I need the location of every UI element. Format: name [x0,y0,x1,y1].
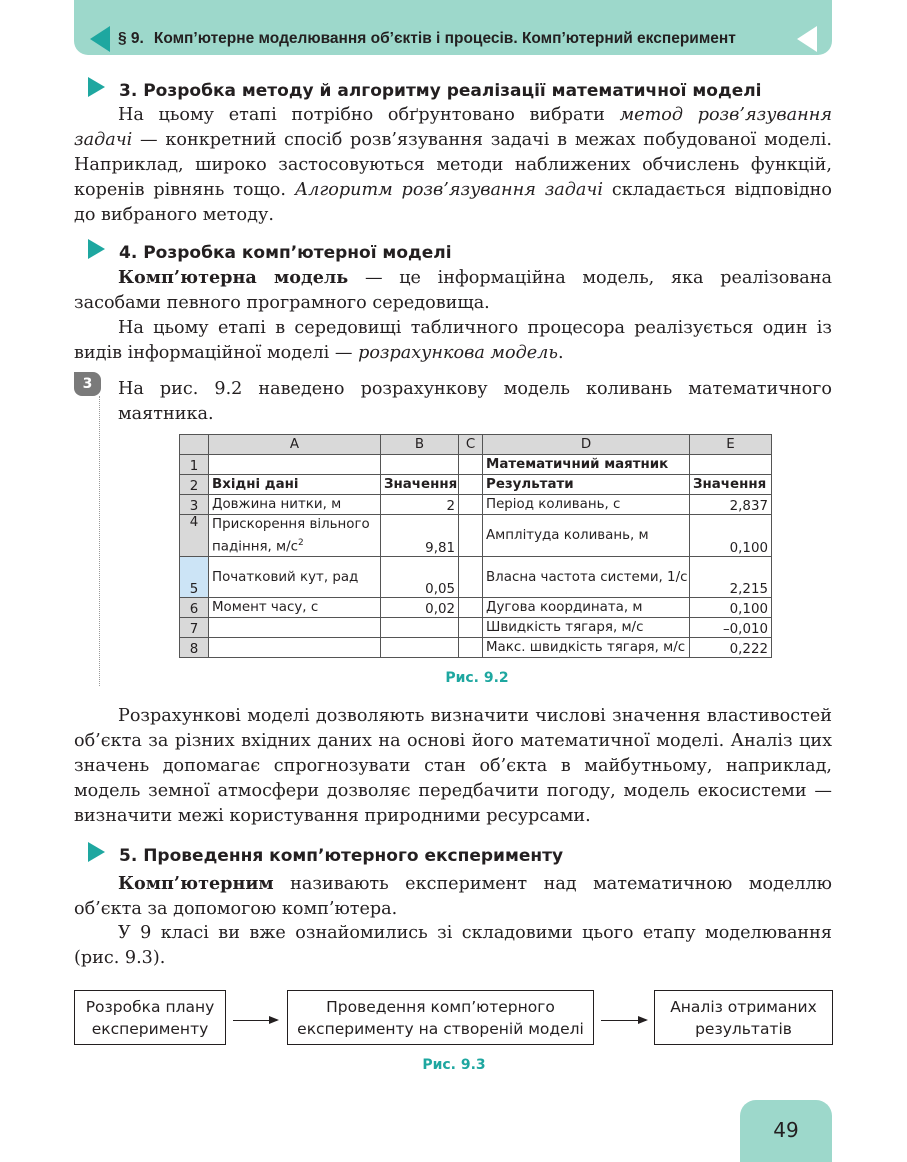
step3-paragraph [74,103,832,228]
step5-paragraph-1 [74,871,832,922]
cell-c8 [459,638,483,658]
cell-d6: Дугова координата, м [483,598,690,618]
figure-caption-9-2: Рис. 9.2 [445,670,509,686]
example-badge: 3 [74,372,101,396]
step3-heading-text: 3. Розробка методу й алгоритму реалізації математичної моделі [119,81,762,101]
text-run: називають експеримент над математичною моделлю об’єкта за допомогою комп’ютера. [74,874,832,919]
cell-d4: Амплітуда коливань, м [483,515,690,557]
cell-b1 [381,455,459,475]
step4-heading-text: 4. Розробка комп’ютерної моделі [119,243,452,263]
cell-e4: 0,100 [690,515,772,557]
superscript: 2 [298,538,304,548]
step3-heading [88,77,762,101]
flow-box-line: експерименту на створеній моделі [297,1019,584,1038]
column-header-d: D [483,435,690,455]
cell-b6: 0,02 [381,598,459,618]
cell-d7: Швидкість тягаря, м/с [483,618,690,638]
page-number: 49 [740,1100,832,1162]
triangle-right-icon [797,26,817,52]
text-run: Розрахункові моделі дозволяють визначити числові значення властивостей об’єкта за різних вхідних даних на основі його математичної моделі. Аналіз цих значень допомагає спрогнозувати стан об’єкта в майбутньому, наприклад, модель земної атмосфери дозволяє передбачити погоду, модель екосистеми — визначити межі користування природними ресурсами. [74,706,832,826]
italic-term: Алгоритм розв’язування задачі [294,180,603,200]
cell-text-line: падіння, м/с [212,539,298,555]
flow-box-line: Проведення комп’ютерного [326,997,555,1016]
step4-paragraph-2 [74,316,832,366]
corner-cell [180,435,209,455]
text-run: На цьому етапі потрібно обґрунтовано вибрати [118,105,620,125]
column-header-b: B [381,435,459,455]
model-usage-paragraph [74,704,832,829]
row-number: 6 [180,598,209,618]
table-row [180,557,772,598]
section-title: Комп’ютерне моделювання об’єктів і процесів. Комп’ютерний експеримент [153,30,736,47]
row-number: 8 [180,638,209,658]
row-number: 3 [180,495,209,515]
cell-a1 [209,455,381,475]
spreadsheet-pendulum-model [179,434,772,658]
column-header-c: C [459,435,483,455]
cell-e2: Значення [690,475,772,495]
cell-c1 [459,455,483,475]
cell-d3: Період коливань, с [483,495,690,515]
table-row [180,618,772,638]
step4-heading [88,239,452,263]
row-number: 7 [180,618,209,638]
cell-c2 [459,475,483,495]
cell-c3 [459,495,483,515]
cell-a5: Початковий кут, рад [209,557,381,598]
bullet-arrow-icon [88,77,105,97]
flow-box-line: результатів [695,1019,792,1038]
flow-box-line: Розробка плану [85,997,215,1016]
cell-d5: Власна частота системи, 1/с [483,557,690,598]
chapter-header-title [118,30,798,48]
cell-b7 [381,618,459,638]
text-run: — конкретний спосіб розв’язування задачі в межах побудованої моделі. Наприклад, широко застосовуються методи наближених обчислень функцій, коренів рівнянь тощо. [74,130,832,200]
bullet-arrow-icon [88,842,105,862]
row-number: 4 [180,515,209,557]
cell-a6: Момент часу, с [209,598,381,618]
table-row [180,455,772,475]
text-run: У 9 класі ви вже ознайомились зі складовими цього етапу моделювання (рис. 9.3). [74,923,832,968]
cell-b3: 2 [381,495,459,515]
cell-a7 [209,618,381,638]
cell-e1 [690,455,772,475]
cell-a8 [209,638,381,658]
flow-box-line: експерименту [91,1019,209,1038]
bullet-arrow-icon [88,239,105,259]
column-header-row [180,435,772,455]
cell-e5: 2,215 [690,557,772,598]
bold-term: Комп’ютерна модель [118,267,349,288]
text-run: складається відповідно до вибраного методу. [74,180,833,225]
step4-paragraph-1 [74,265,832,316]
cell-text-line: Прискорення вільного [212,517,370,532]
figure-caption-9-3: Рис. 9.3 [422,1057,486,1073]
cell-e8: 0,222 [690,638,772,658]
cell-d8: Макс. швидкість тягаря, м/с [483,638,690,658]
flow-box-conduct [287,990,594,1045]
cell-b8 [381,638,459,658]
example-dotted-rule [99,396,100,686]
step5-heading-text: 5. Проведення комп’ютерного експерименту [119,846,564,866]
triangle-left-icon [90,26,110,52]
cell-d2: Результати [483,475,690,495]
table-row [180,638,772,658]
flow-box-analysis [654,990,833,1045]
cell-c6 [459,598,483,618]
cell-e7: –0,010 [690,618,772,638]
section-number: § 9. [118,30,144,47]
cell-c7 [459,618,483,638]
flow-box-line: Аналіз отриманих [670,997,817,1016]
italic-term: метод розв’язування задачі [74,105,832,150]
cell-b4: 9,81 [381,515,459,557]
bold-term: Комп’ютерним [118,873,274,894]
flow-arrow-icon [601,1020,646,1021]
table-row [180,515,772,557]
cell-e3: 2,837 [690,495,772,515]
flow-arrow-icon [233,1020,277,1021]
cell-b2: Значення [381,475,459,495]
row-number: 2 [180,475,209,495]
column-header-a: A [209,435,381,455]
text-run: . [557,343,564,363]
cell-e6: 0,100 [690,598,772,618]
cell-b5: 0,05 [381,557,459,598]
cell-a4 [209,515,381,557]
table-row [180,495,772,515]
table-row [180,598,772,618]
cell-d1: Математичний маятник [483,455,690,475]
row-number: 1 [180,455,209,475]
step5-paragraph-2 [74,921,832,971]
cell-a2: Вхідні дані [209,475,381,495]
cell-a3: Довжина нитки, м [209,495,381,515]
example-text: На рис. 9.2 наведено розрахункову модель коливань математичного маятника. [118,379,832,424]
flow-box-plan [74,990,226,1045]
italic-term: розрахункова модель [358,343,558,363]
text-run: — це інформаційна модель, яка реалізована засобами певного програмного середовища. [74,268,832,313]
text-run: На цьому етапі в середовищі табличного процесора реалізується один із видів інформаційної моделі — [74,318,832,363]
column-header-e: E [690,435,772,455]
step5-heading [88,842,563,866]
table-row [180,475,772,495]
row-number-selected: 5 [180,557,209,598]
cell-c4 [459,515,483,557]
cell-c5 [459,557,483,598]
